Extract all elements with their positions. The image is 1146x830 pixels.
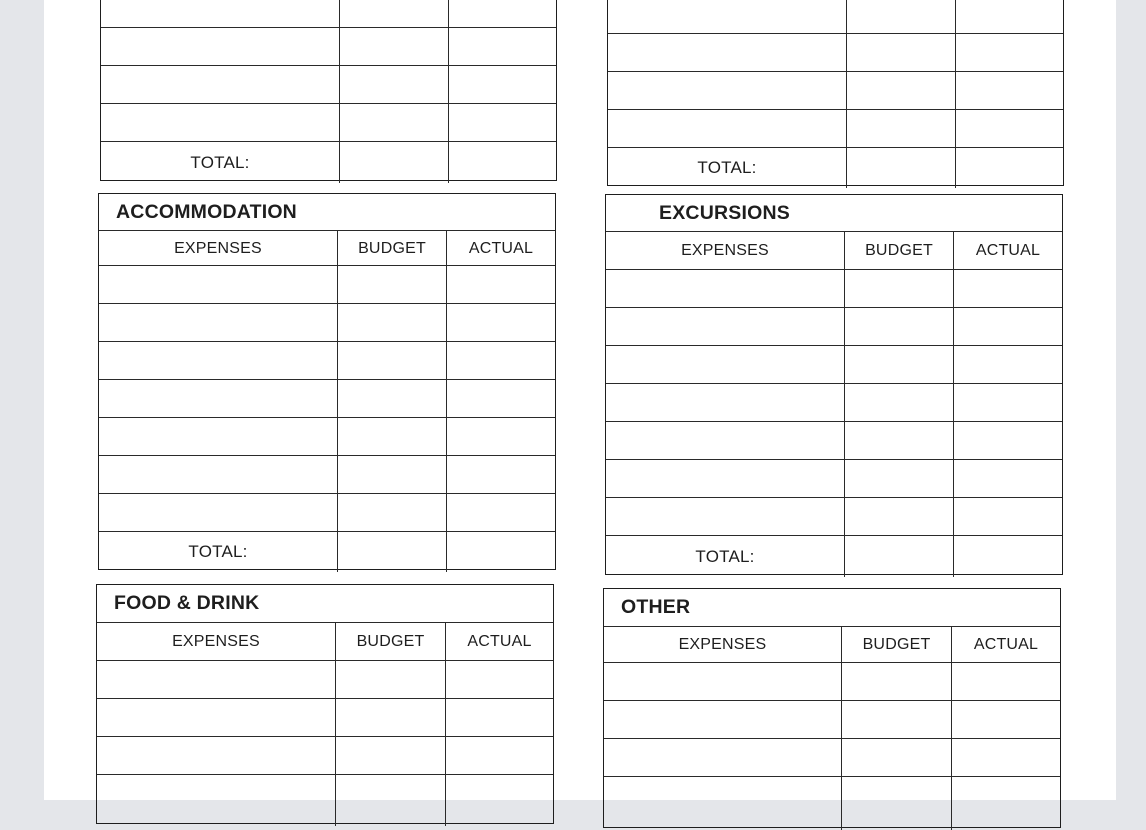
table-row	[608, 33, 1063, 72]
total-label: TOTAL:	[697, 158, 757, 177]
budget-header: BUDGET	[335, 623, 445, 661]
table-row	[99, 493, 555, 532]
table-row	[604, 738, 1060, 777]
table-row	[604, 662, 1060, 701]
header-row	[606, 231, 1062, 270]
section-title: ACCOMMODATION	[116, 200, 297, 223]
table-row	[604, 700, 1060, 739]
total-actual-cell	[953, 536, 1062, 577]
total-label: TOTAL:	[190, 152, 250, 172]
actual-header: ACTUAL	[953, 232, 1062, 270]
section-title: OTHER	[621, 595, 691, 618]
table-row	[97, 660, 553, 699]
total-label: TOTAL:	[695, 546, 755, 566]
budget-header: BUDGET	[337, 231, 446, 266]
table-row	[606, 345, 1062, 384]
table-row	[604, 776, 1060, 830]
table-row	[608, 0, 1063, 33]
top-left-expense-table	[100, 0, 557, 181]
table-row	[99, 303, 555, 342]
total-budget-cell	[846, 148, 955, 188]
header-row	[99, 230, 555, 266]
excursions-table	[605, 194, 1063, 575]
total-actual-cell	[955, 148, 1063, 188]
total-row	[101, 141, 556, 183]
table-row	[606, 307, 1062, 346]
actual-header: ACTUAL	[445, 623, 553, 661]
table-row	[99, 341, 555, 380]
table-row	[101, 65, 556, 104]
table-row	[101, 27, 556, 66]
expenses-header: EXPENSES	[681, 242, 769, 259]
table-row	[99, 265, 555, 304]
total-actual-cell	[446, 532, 555, 572]
table-row	[99, 455, 555, 494]
total-budget-cell	[844, 536, 953, 577]
accommodation-table	[98, 193, 556, 570]
expenses-header: EXPENSES	[172, 633, 260, 650]
header-row	[604, 626, 1060, 663]
table-row	[99, 417, 555, 456]
table-row	[606, 269, 1062, 308]
total-actual-cell	[448, 142, 556, 183]
total-budget-cell	[339, 142, 448, 183]
table-row	[606, 421, 1062, 460]
planner-page	[44, 0, 1116, 800]
top-right-expense-table	[607, 0, 1064, 186]
table-row	[606, 383, 1062, 422]
other-table	[603, 588, 1061, 828]
table-row	[101, 103, 556, 142]
total-row	[99, 531, 555, 572]
table-row	[606, 459, 1062, 498]
expenses-header: EXPENSES	[678, 636, 767, 653]
table-row	[606, 497, 1062, 536]
total-label: TOTAL:	[188, 542, 248, 561]
expenses-header: EXPENSES	[174, 239, 262, 257]
table-row	[97, 736, 553, 775]
budget-header: BUDGET	[841, 627, 951, 663]
total-row	[606, 535, 1062, 577]
table-row	[97, 774, 553, 826]
header-row	[97, 622, 553, 661]
table-row	[608, 71, 1063, 110]
table-row	[101, 0, 556, 27]
table-row	[608, 109, 1063, 148]
section-title: FOOD & DRINK	[114, 591, 260, 614]
actual-header: ACTUAL	[951, 627, 1060, 663]
table-row	[99, 379, 555, 418]
actual-header: ACTUAL	[446, 231, 555, 266]
section-title: EXCURSIONS	[659, 201, 790, 224]
food-drink-table	[96, 584, 554, 824]
total-budget-cell	[337, 532, 446, 572]
total-row	[608, 147, 1063, 188]
budget-header: BUDGET	[844, 232, 953, 270]
table-row	[97, 698, 553, 737]
